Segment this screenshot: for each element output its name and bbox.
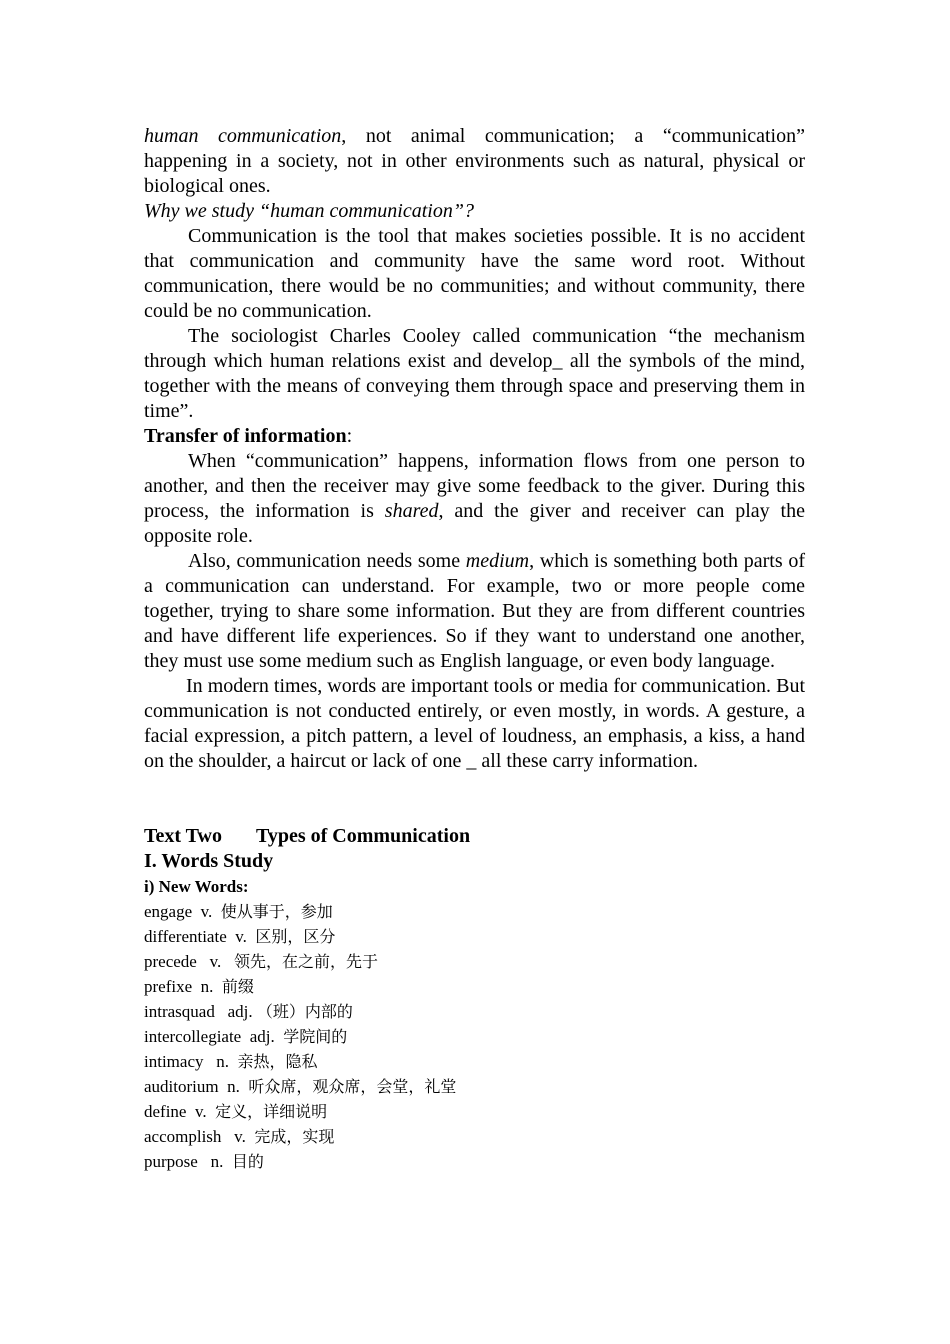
word-term: precede v. xyxy=(144,952,234,971)
word-list xyxy=(144,899,805,1174)
list-item xyxy=(144,999,805,1024)
text-two-label: Text Two xyxy=(144,825,222,847)
paragraph-medium xyxy=(144,549,805,674)
transfer-heading-line xyxy=(144,424,805,449)
paragraph-text: , not animal communication; a “communication” happening in a society, not in other environments such as natural, physical or biological ones. xyxy=(144,125,805,197)
transfer-heading: Transfer of information xyxy=(144,425,347,447)
word-term: engage v. xyxy=(144,902,221,921)
paragraph-text: When “communication” happens, information flows from one person to another, and then the receiver may give some feedback to the giver. During this process, the information is xyxy=(144,450,805,522)
word-term: differentiate v. xyxy=(144,927,256,946)
word-translation: 区别，区分 xyxy=(255,927,336,946)
word-term: define v. xyxy=(144,1102,216,1121)
text-two-heading xyxy=(144,824,805,849)
list-item xyxy=(144,1149,805,1174)
word-term: prefixe n. xyxy=(144,977,222,996)
document-page xyxy=(144,124,805,1174)
word-term: auditorium n. xyxy=(144,1077,249,1096)
list-item xyxy=(144,949,805,974)
list-item xyxy=(144,899,805,924)
word-translation: 定义，详细说明 xyxy=(215,1102,328,1121)
word-term: purpose n. xyxy=(144,1152,232,1171)
heading-colon: : xyxy=(346,425,353,447)
word-translation: 听众席，观众席，会堂，礼堂 xyxy=(248,1077,457,1096)
word-translation: 使从事于，参加 xyxy=(220,902,333,921)
word-translation: 亲热，隐私 xyxy=(237,1052,318,1071)
paragraph-text: , and the giver and receiver can play the opposite role. xyxy=(144,500,805,547)
emphasis-text: human communication xyxy=(144,125,342,147)
list-item xyxy=(144,1124,805,1149)
paragraph-text: , which is something both parts of a communication can understand. For example, two or more people come together, trying to share some information. But they are from different countries and have different life experiences. So if they want to understand one another, they must use some medium such as English language, or even body language. xyxy=(144,550,806,672)
word-translation: 完成，实现 xyxy=(254,1127,335,1146)
paragraph-communication-tool: Communication is the tool that makes societies possible. It is no accident that communication and community have the same word root. Without communication, there would be no communities; and without community, there could be no communication. xyxy=(144,225,805,322)
paragraph-cooley: The sociologist Charles Cooley called communication “the mechanism through which human relations exist and develop_ all the symbols of the mind, together with the means of conveying them through space and preserving them in time”. xyxy=(144,325,805,422)
emphasis-text: shared xyxy=(384,500,439,522)
paragraph-text: Also, communication needs some xyxy=(188,550,466,572)
word-translation: 目的 xyxy=(231,1152,264,1171)
word-term: intrasquad adj. xyxy=(144,1002,257,1021)
word-translation: 领先，在之前，先于 xyxy=(234,952,379,971)
paragraph-modern-times: In modern times, words are important tools or media for communication. But communication is not conducted entirely, or even mostly, in words. A gesture, a facial expression, a pitch pattern, a level of loudness, an emphasis, a kiss, a hand on the shoulder, a haircut or lack of one _ all these carry information. xyxy=(144,675,805,772)
spacer xyxy=(144,774,805,824)
paragraph-intro xyxy=(144,124,805,199)
text-two-title: Types of Communication xyxy=(255,825,471,847)
list-item xyxy=(144,1074,805,1099)
word-translation: （班）内部的 xyxy=(256,1002,353,1021)
list-item xyxy=(144,974,805,999)
list-item xyxy=(144,1099,805,1124)
word-translation: 学院间的 xyxy=(283,1027,348,1046)
paragraph-information-flow xyxy=(144,449,805,549)
word-translation: 前缀 xyxy=(221,977,254,996)
word-term: accomplish v. xyxy=(144,1127,255,1146)
emphasis-text: medium xyxy=(465,550,530,572)
section-heading: I. Words Study xyxy=(144,850,274,872)
list-item xyxy=(144,924,805,949)
new-words-heading: i) New Words: xyxy=(144,877,249,896)
list-item xyxy=(144,1049,805,1074)
question-line: Why we study “human communication”? xyxy=(144,200,474,222)
list-item xyxy=(144,1024,805,1049)
word-term: intimacy n. xyxy=(144,1052,238,1071)
word-term: intercollegiate adj. xyxy=(144,1027,284,1046)
